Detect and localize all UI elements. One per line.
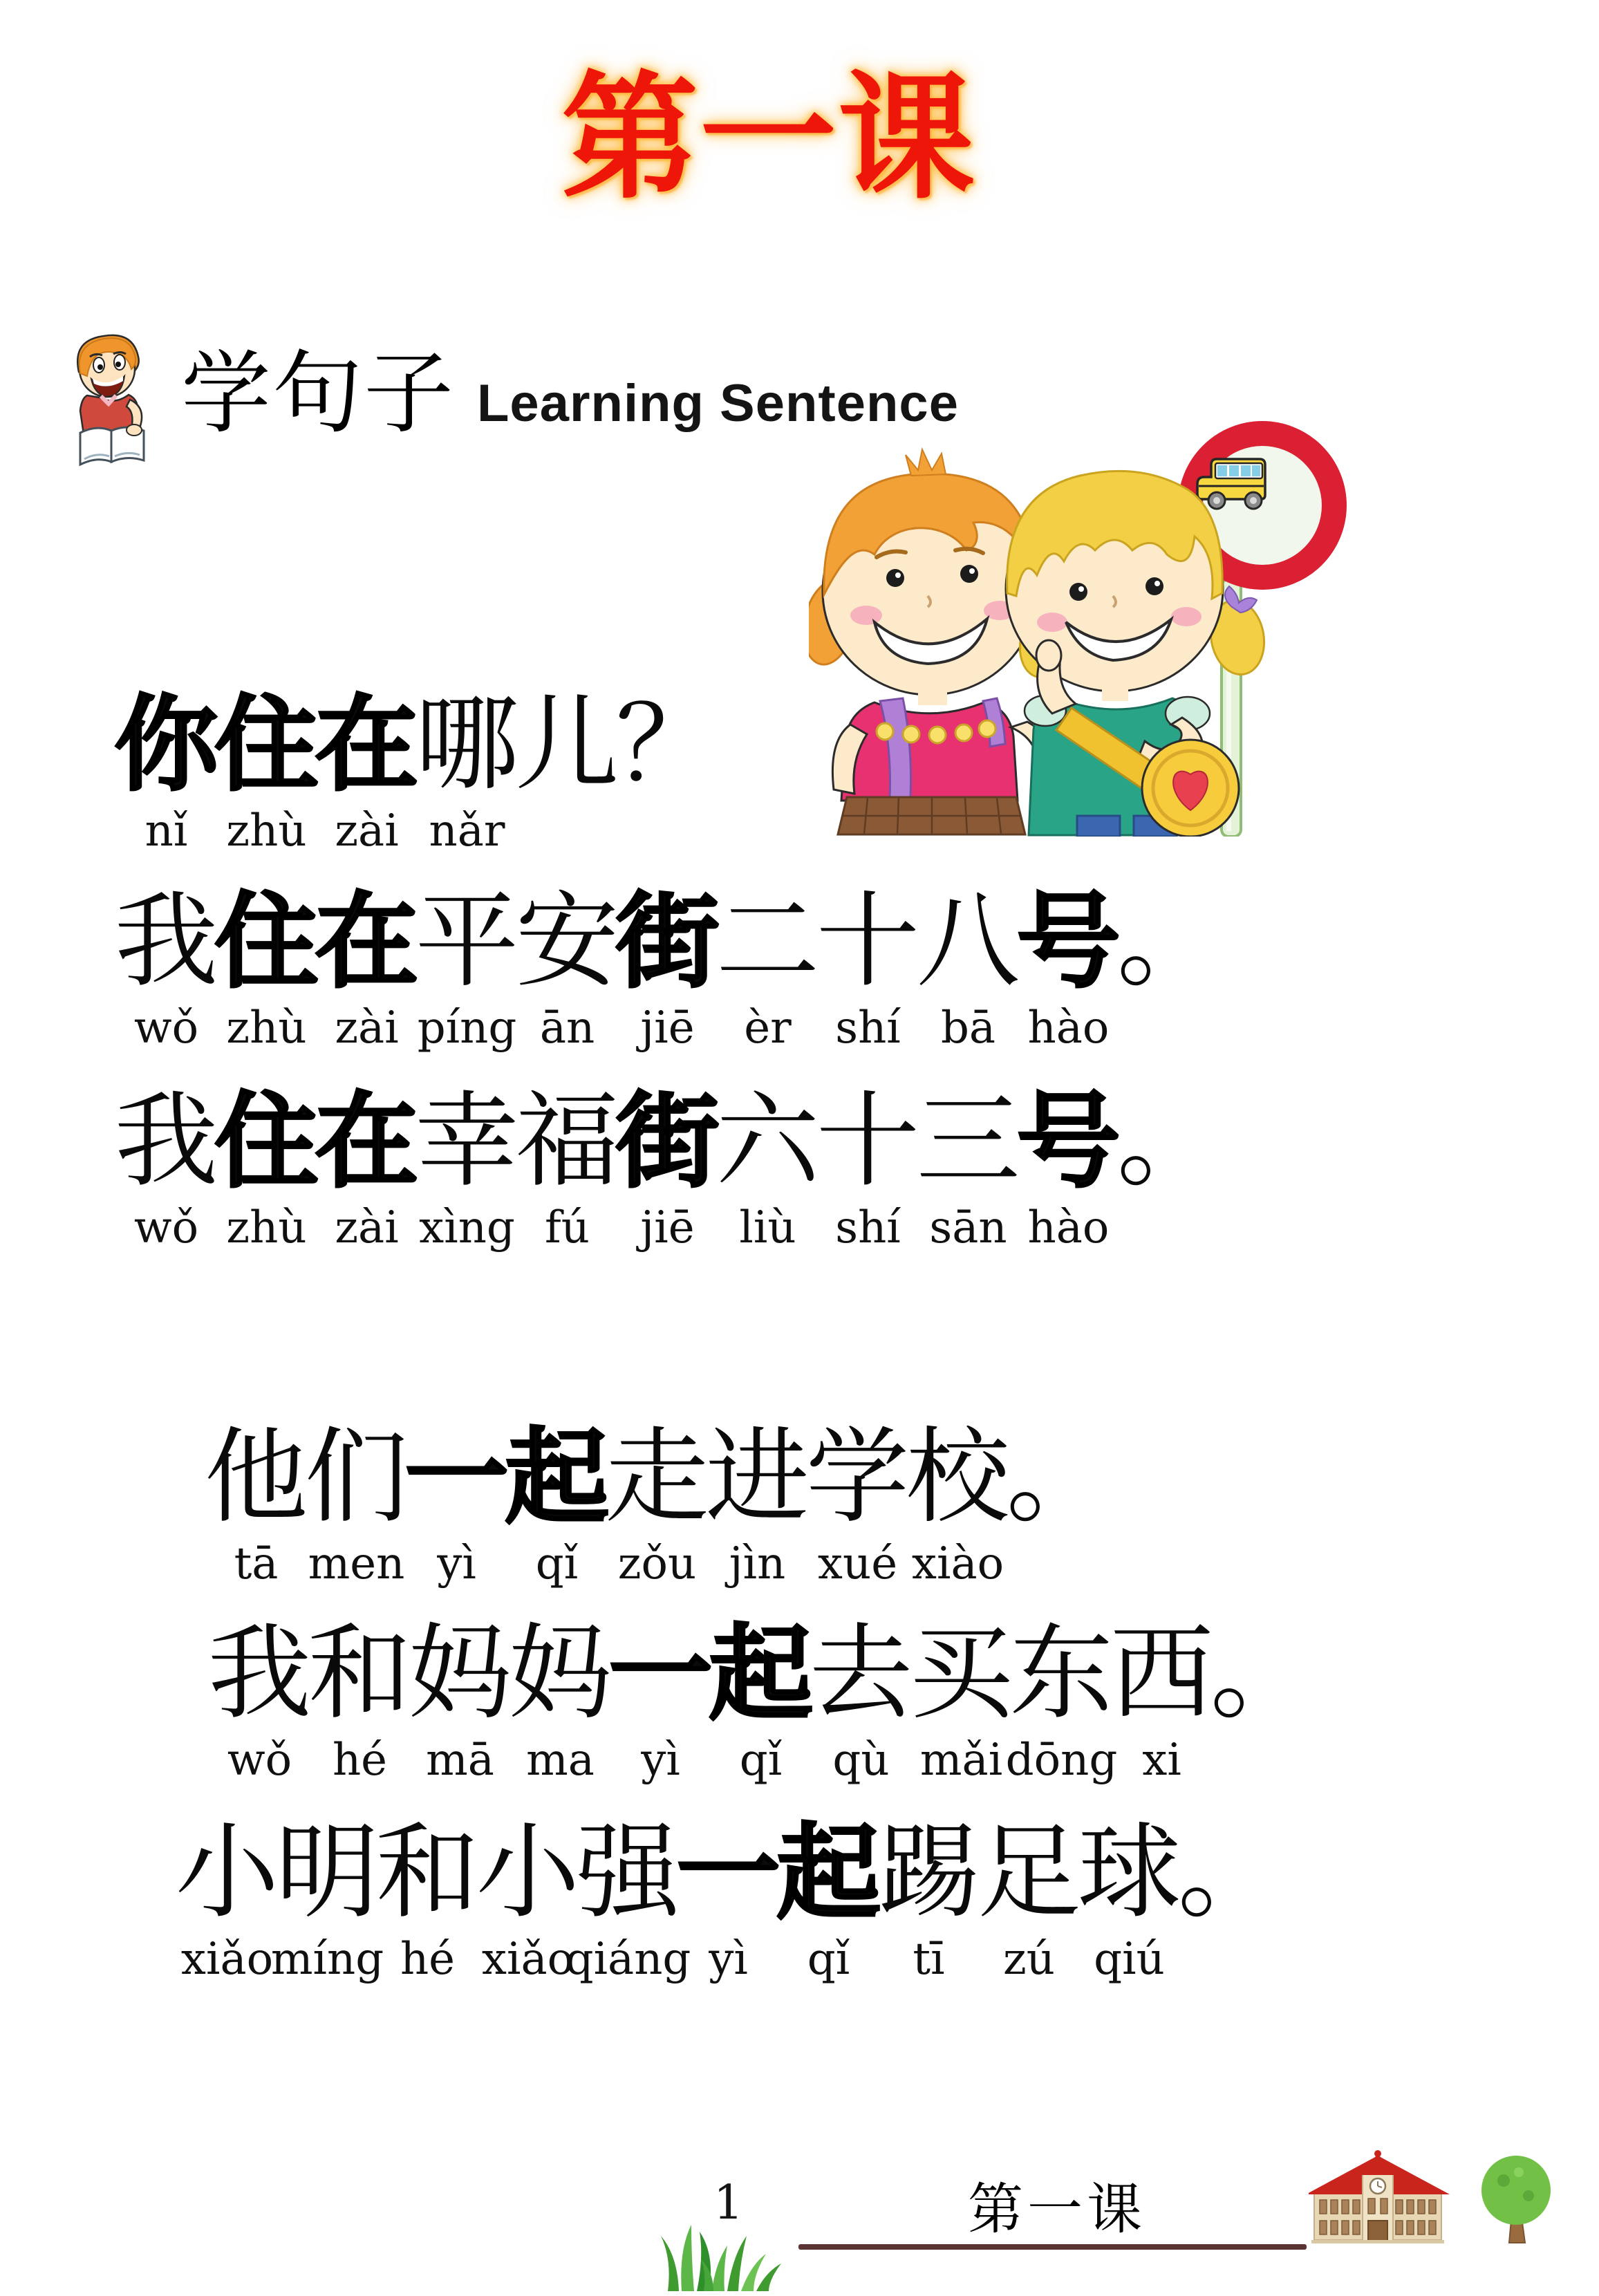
hanzi-char: 足 [977, 1813, 1081, 1933]
syllable-cell [916, 1081, 1020, 1253]
hanzi-char: 和 [308, 1614, 412, 1734]
syllable-cell [505, 1417, 609, 1589]
girl1-cheek [850, 606, 882, 625]
syllable-cell [916, 881, 1020, 1054]
pinyin-label: qù [832, 1735, 890, 1786]
syllable-cell [1116, 1081, 1221, 1250]
syllable-cell [515, 684, 619, 853]
syllable-cell [315, 1081, 419, 1253]
syllable-cell [204, 1417, 308, 1589]
pinyin-label: qiú [1094, 1934, 1165, 1985]
syllable-cell [716, 1081, 820, 1253]
tree-crown [1481, 2156, 1551, 2225]
hanzi-char: 住 [214, 684, 319, 805]
girl2-eye [1069, 583, 1087, 601]
hanzi-char: 我 [114, 1081, 218, 1202]
sentence-row-1 [114, 684, 720, 857]
syllable-cell [909, 1614, 1013, 1786]
syllable-cell [515, 881, 619, 1054]
hanzi-char: 在 [315, 684, 419, 805]
pinyin-label: jiē [640, 1002, 695, 1054]
syllable-cell [1077, 1813, 1181, 1985]
pinyin-label: xiǎo [180, 1934, 274, 1985]
pinyin-label: hào [1027, 1002, 1110, 1054]
hanzi-char: 东 [1009, 1614, 1114, 1734]
syllable-cell [716, 881, 820, 1054]
hanzi-char: 住 [214, 1081, 319, 1202]
sentence-row-5 [207, 1613, 1314, 1786]
syllable-cell [508, 1614, 613, 1786]
syllable-cell [676, 1812, 780, 1985]
syllable-cell [809, 1614, 913, 1786]
pinyin-label: nǎr [429, 805, 505, 857]
syllable-cell [315, 684, 419, 857]
syllable-cell [705, 1417, 810, 1589]
pinyin-label: tī [913, 1934, 945, 1985]
syllable-cell [1016, 1081, 1121, 1253]
pinyin-label: tā [234, 1538, 279, 1589]
pinyin-label: hé [400, 1934, 456, 1985]
syllable-cell [816, 881, 920, 1054]
girl1-shirt-dot [877, 723, 893, 740]
syllable-cell [1005, 1614, 1118, 1786]
hanzi-char: 在 [315, 1081, 419, 1202]
hanzi-char: ？ [615, 684, 720, 805]
hanzi-char: 住 [214, 881, 319, 1002]
syllable-cell [605, 1417, 709, 1589]
hanzi-char: 走 [605, 1417, 709, 1538]
pinyin-label: xi [1142, 1735, 1181, 1786]
syllable-cell [270, 1813, 384, 1985]
syllable-cell [515, 1081, 619, 1253]
pinyin-label: bā [940, 1002, 996, 1054]
syllable-cell [1006, 1417, 1110, 1586]
hanzi-char: 小 [476, 1813, 580, 1933]
hanzi-char: 妈 [408, 1614, 512, 1734]
girl2-cheek [1171, 607, 1201, 626]
hanzi-char: 学 [805, 1417, 910, 1538]
pinyin-label: wǒ [133, 1002, 199, 1054]
hanzi-char: 街 [615, 881, 720, 1002]
sentence-row-4 [204, 1417, 1110, 1589]
pinyin-label: zhù [226, 1202, 307, 1253]
pinyin-label: zài [335, 1002, 399, 1054]
hanzi-char: 起 [776, 1812, 881, 1934]
syllable-cell [608, 1613, 713, 1786]
hanzi-char: 十 [816, 1081, 920, 1202]
syllable-cell [877, 1813, 981, 1985]
pinyin-label: zǒu [617, 1538, 697, 1589]
hanzi-char: 哪 [415, 684, 519, 805]
syllable-cell [375, 1813, 480, 1985]
pinyin-label: liù [739, 1202, 796, 1253]
syllable-cell [615, 684, 720, 853]
girl2-cheek [1037, 613, 1067, 632]
grass-icon [658, 2216, 789, 2293]
syllable-cell [1210, 1614, 1314, 1782]
syllable-cell [615, 1081, 720, 1253]
hanzi-char: 安 [515, 881, 619, 1002]
syllable-cell [906, 1417, 1010, 1589]
hanzi-char: 福 [515, 1081, 619, 1202]
pinyin-label: hé [332, 1735, 388, 1786]
pinyin-label: zú [1003, 1934, 1055, 1985]
pinyin-label: wǒ [133, 1202, 199, 1253]
hanzi-char: 一 [404, 1417, 509, 1538]
girl1-eye [886, 569, 904, 587]
hanzi-char: 我 [114, 881, 218, 1002]
hanzi-char: 。 [1210, 1614, 1314, 1734]
page-number: 1 [713, 2176, 744, 2230]
pinyin-label: ān [539, 1002, 595, 1054]
hanzi-char: 去 [809, 1614, 913, 1734]
footer-lesson-label: 第一课 [968, 2177, 1146, 2241]
hanzi-char: 六 [716, 1081, 820, 1202]
two-girls-busstop-illustration [809, 415, 1355, 837]
hanzi-char: 儿 [515, 684, 619, 805]
syllable-cell [114, 1081, 218, 1253]
syllable-cell [1110, 1614, 1214, 1786]
hanzi-char: 起 [709, 1613, 813, 1735]
syllable-cell [207, 1614, 312, 1786]
hanzi-char: 幸 [415, 1081, 519, 1202]
page-title: 第一课 [561, 57, 976, 218]
syllable-cell [304, 1417, 409, 1589]
pinyin-label: qiáng [565, 1934, 691, 1985]
pinyin-label: shí [835, 1202, 901, 1253]
pinyin-label: fú [545, 1202, 590, 1253]
pinyin-label: men [308, 1538, 405, 1589]
syllable-cell [977, 1813, 1081, 1985]
hanzi-char: 强 [576, 1813, 680, 1933]
syllable-cell [1016, 881, 1121, 1054]
section-title-hanzi: 学句子 [181, 341, 456, 446]
hanzi-char: 。 [1116, 881, 1221, 1002]
pinyin-label: shí [835, 1002, 901, 1054]
hanzi-char: 平 [415, 881, 519, 1002]
syllable-cell [709, 1613, 813, 1786]
hanzi-char: 踢 [877, 1813, 981, 1933]
hanzi-char: 进 [705, 1417, 810, 1538]
sentence-row-3 [114, 1081, 1221, 1253]
hanzi-char: 校 [906, 1417, 1010, 1538]
syllable-cell [565, 1813, 691, 1985]
school-and-tree-icon [1309, 2150, 1578, 2255]
boy-reading-icon [68, 329, 171, 467]
syllable-cell [404, 1417, 509, 1589]
pinyin-label: xué [817, 1538, 898, 1589]
pinyin-label: dōng [1005, 1735, 1118, 1786]
girl2-jeans [1077, 816, 1120, 837]
syllable-cell [415, 881, 519, 1054]
pinyin-label: mǎi [919, 1735, 1003, 1786]
footer-rule [798, 2244, 1307, 2250]
girl1-eye [960, 565, 978, 583]
syllable-cell [816, 1081, 920, 1253]
tree-icon [1481, 2156, 1551, 2243]
pinyin-label: nǐ [144, 805, 188, 857]
hanzi-char: 。 [1116, 1081, 1221, 1202]
hanzi-char: 买 [909, 1614, 1013, 1734]
syllable-cell [214, 684, 319, 857]
pinyin-label: xiào [911, 1538, 1004, 1589]
syllable-cell [415, 1081, 519, 1253]
school-building-icon [1309, 2150, 1450, 2243]
pinyin-label: èr [744, 1002, 792, 1054]
hanzi-char: 们 [304, 1417, 409, 1538]
syllable-cell [1116, 881, 1221, 1050]
hanzi-char: 一 [676, 1812, 780, 1934]
syllable-cell [408, 1614, 512, 1786]
pinyin-label: qǐ [739, 1735, 783, 1786]
hanzi-char: 号 [1016, 1081, 1121, 1202]
pinyin-label: píng [417, 1002, 517, 1054]
hanzi-char: 球 [1077, 1813, 1181, 1933]
hanzi-char: 八 [916, 881, 1020, 1002]
syllable-cell [175, 1813, 279, 1985]
pinyin-label: jìn [729, 1538, 786, 1589]
pinyin-label: míng [270, 1934, 384, 1985]
syllable-cell [415, 684, 519, 857]
hanzi-char: 明 [275, 1813, 380, 1933]
syllable-cell [315, 881, 419, 1054]
hanzi-char: 小 [175, 1813, 279, 1933]
pinyin-label: ma [526, 1735, 595, 1786]
section-title-english: Learning Sentence [477, 374, 959, 433]
hanzi-char: 。 [1177, 1813, 1282, 1933]
hanzi-char: 和 [375, 1813, 480, 1933]
syllable-cell [476, 1813, 580, 1985]
pinyin-label: zài [335, 1202, 399, 1253]
pinyin-label: jiē [640, 1202, 695, 1253]
pinyin-label: hào [1027, 1202, 1110, 1253]
syllable-cell [114, 881, 218, 1054]
hanzi-char: 你 [114, 684, 218, 805]
syllable-cell [214, 881, 319, 1054]
girl2-hand [1036, 640, 1061, 671]
syllable-cell [615, 881, 720, 1054]
syllable-cell [214, 1081, 319, 1253]
hanzi-char: 街 [615, 1081, 720, 1202]
pinyin-label: yì [437, 1538, 476, 1589]
pinyin-label: qǐ [535, 1538, 579, 1589]
hanzi-char: 西 [1110, 1614, 1214, 1734]
pinyin-label: zhù [226, 1002, 307, 1054]
hanzi-char: 三 [916, 1081, 1020, 1202]
pinyin-label: zài [335, 805, 399, 857]
pinyin-label: sān [929, 1202, 1007, 1253]
syllable-cell [114, 684, 218, 857]
syllable-cell [308, 1614, 412, 1786]
hanzi-char: 二 [716, 881, 820, 1002]
boy-hand [127, 424, 142, 436]
hanzi-char: 起 [505, 1417, 609, 1538]
school-door [1368, 2221, 1387, 2241]
hanzi-char: 他 [204, 1417, 308, 1538]
pinyin-label: mā [426, 1735, 494, 1786]
pinyin-label: wǒ [227, 1735, 292, 1786]
sentence-row-6 [175, 1812, 1282, 1985]
hanzi-char: 妈 [508, 1614, 613, 1734]
sentence-row-2 [114, 881, 1221, 1054]
pinyin-label: xìng [419, 1202, 515, 1253]
pinyin-label: yì [709, 1934, 748, 1985]
hanzi-char: 一 [608, 1613, 713, 1735]
syllable-cell [805, 1417, 910, 1589]
hanzi-char: 十 [816, 881, 920, 1002]
pinyin-label: yì [641, 1735, 680, 1786]
girl2-eye [1146, 577, 1163, 595]
syllable-cell [1177, 1813, 1282, 1981]
hanzi-char: 号 [1016, 881, 1121, 1002]
pinyin-label: zhù [226, 805, 307, 857]
pinyin-label: qǐ [807, 1934, 850, 1985]
pinyin-label: xiǎo [481, 1934, 574, 1985]
hanzi-char: 我 [207, 1614, 312, 1734]
hanzi-char: 在 [315, 881, 419, 1002]
hanzi-char: 。 [1006, 1417, 1110, 1538]
syllable-cell [776, 1812, 881, 1985]
